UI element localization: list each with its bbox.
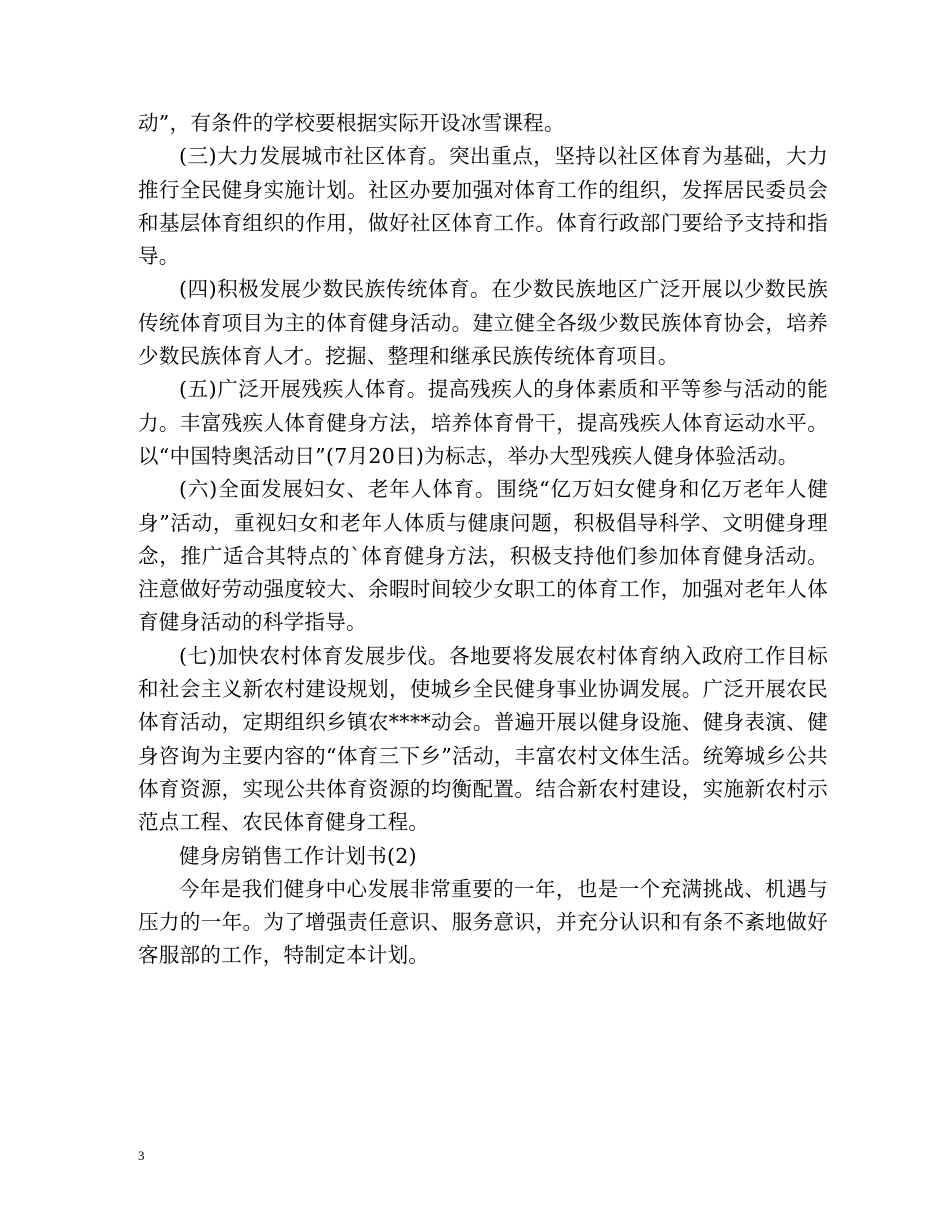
paragraph-community-sports: (三)大力发展城市社区体育。突出重点，坚持以社区体育为基础，大力推行全民健身实施计划。社区办要加强对体育工作的组织，发挥居民委员会和基层体育组织的作用，做好社区体育工作。体育行政部门要给予支持和指导。 bbox=[138, 144, 828, 269]
paragraph-women-elderly-sports: (六)全面发展妇女、老年人体育。围绕“亿万妇女健身和亿万老年人健身”活动，重视妇女和老年人体质与健康问题，积极倡导科学、文明健身理念，推广适合其特点的`体育健身方法，积极支持他们参加体育健身活动。注意做好劳动强度较大、余暇时间较少女职工的体育工作，加强对老年人体育健身活动的科学指导。 bbox=[138, 477, 828, 635]
body-text bbox=[138, 107, 828, 973]
paragraph-intro: 今年是我们健身中心发展非常重要的一年，也是一个充满挑战、机遇与压力的一年。为了增强责任意识、服务意识，并充分认识和有条不紊地做好客服部的工作，特制定本计划。 bbox=[138, 876, 828, 968]
paragraph-continuation: 动”，有条件的学校要根据实际开设冰雪课程。 bbox=[138, 111, 565, 135]
paragraph-rural-sports: (七)加快农村体育发展步伐。各地要将发展农村体育纳入政府工作目标和社会主义新农村建设规划，使城乡全民健身事业协调发展。广泛开展农民体育活动，定期组织乡镇农****动会。普遍开展以健身设施、健身表演、健身咨询为主要内容的“体育三下乡”活动，丰富农村文体生活。统筹城乡公共体育资源，实现公共体育资源的均衡配置。结合新农村建设，实施新农村示范点工程、农民体育健身工程。 bbox=[138, 643, 828, 835]
paragraph-ethnic-sports: (四)积极发展少数民族传统体育。在少数民族地区广泛开展以少数民族传统体育项目为主的体育健身活动。建立健全各级少数民族体育协会，培养少数民族体育人才。挖掘、整理和继承民族传统体育项目。 bbox=[138, 277, 828, 369]
page-number: 3 bbox=[138, 1148, 145, 1163]
paragraph-disabled-sports: (五)广泛开展残疾人体育。提高残疾人的身体素质和平等参与活动的能力。丰富残疾人体育健身方法，培养体育骨干，提高残疾人体育运动水平。以“中国特奥活动日”(7月20日)为标志，举办大型残疾人健身体验活动。 bbox=[138, 377, 828, 468]
section-heading: 健身房销售工作计划书(2) bbox=[179, 843, 417, 868]
